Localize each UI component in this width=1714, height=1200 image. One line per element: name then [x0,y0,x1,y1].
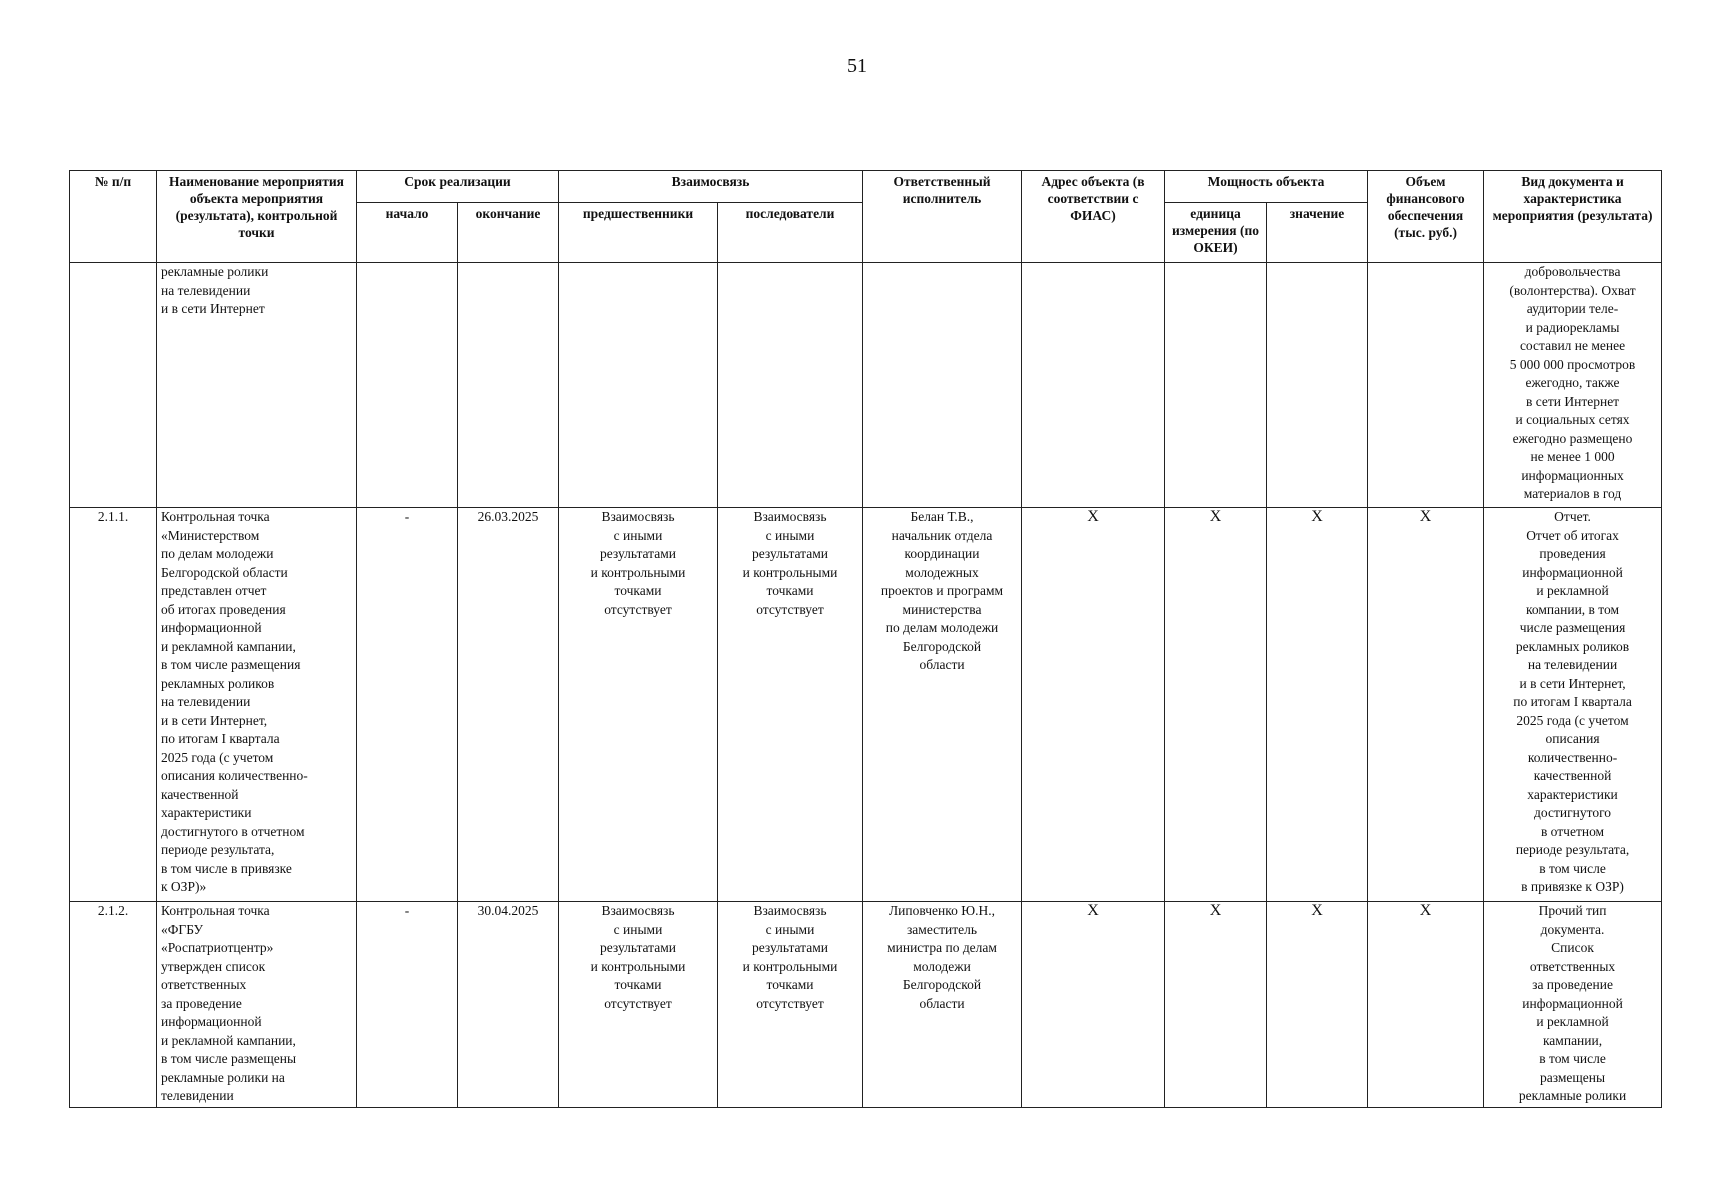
header-term-start: начало [357,203,458,263]
cell-number: 2.1.2. [70,902,157,1108]
cell-value: X [1267,902,1368,1108]
cell-name: Контрольная точка «ФГБУ «Роспатриотцентр» утвержден список ответственных за проведение информационной и рекламной кампании, в том числе размещены рекламные ролики на телевидении [157,902,357,1108]
header-successors: последователи [718,203,863,263]
cell-address [1022,263,1165,508]
cell-start [357,263,458,508]
cell-doc: Прочий тип документа. Список ответственных за проведение информационной и рекламной кампании, в том числе размещены рекламные ролики [1484,902,1662,1108]
cell-doc: Отчет. Отчет об итогах проведения информационной и рекламной компании, в том числе размещения рекламных роликов на телевидении и в сети Интернет, по итогам I квартала 2025 года (с учетом описания количественно- качественной характеристики достигнутого в отчетном периоде результата, в том числе в привязке к ОЗР) [1484,508,1662,902]
table-row [70,508,1662,902]
cell-finance [1368,263,1484,508]
cell-value [1267,263,1368,508]
cell-unit [1165,263,1267,508]
header-finance: Объем финансового обеспечения (тыс. руб.) [1368,171,1484,263]
table-row [70,902,1662,1108]
header-unit: единица измерения (по ОКЕИ) [1165,203,1267,263]
cell-end [458,263,559,508]
plan-table [69,170,1662,1108]
header-value: значение [1267,203,1368,263]
table-header [70,171,1662,263]
cell-end: 26.03.2025 [458,508,559,902]
cell-doc: добровольчества (волонтерства). Охват аудитории теле- и радиорекламы составил не менее 5 000 000 просмотров ежегодно, также в сети Интернет и социальных сетях ежегодно размещено не менее 1 000 информационных материалов в год [1484,263,1662,508]
cell-name: рекламные ролики на телевидении и в сети Интернет [157,263,357,508]
cell-successors: Взаимосвязь с иными результатами и контрольными точками отсутствует [718,902,863,1108]
header-doc-type: Вид документа и характеристика мероприятия (результата) [1484,171,1662,263]
cell-address: X [1022,902,1165,1108]
cell-number [70,263,157,508]
header-relation: Взаимосвязь [559,171,863,203]
header-capacity: Мощность объекта [1165,171,1368,203]
cell-executor: Белан Т.В., начальник отдела координации молодежных проектов и программ министерства по делам молодежи Белгородской области [863,508,1022,902]
page-number: 51 [847,55,867,77]
cell-successors [718,263,863,508]
cell-executor: Липовченко Ю.Н., заместитель министра по делам молодежи Белгородской области [863,902,1022,1108]
cell-number: 2.1.1. [70,508,157,902]
cell-unit: X [1165,902,1267,1108]
table-row [70,263,1662,508]
cell-predecessors: Взаимосвязь с иными результатами и контрольными точками отсутствует [559,508,718,902]
cell-name: Контрольная точка «Министерством по делам молодежи Белгородской области представлен отчет об итогах проведения информационной и рекламной кампании, в том числе размещения рекламных роликов на телевидении и в сети Интернет, по итогам I квартала 2025 года (с учетом описания количественно- качественной характеристики достигнутого в отчетном периоде результата, в том числе в привязке к ОЗР)» [157,508,357,902]
cell-finance: X [1368,508,1484,902]
cell-executor [863,263,1022,508]
header-name: Наименование мероприятия объекта мероприятия (результата), контрольной точки [157,171,357,263]
header-predecessors: предшественники [559,203,718,263]
cell-unit: X [1165,508,1267,902]
header-number: № п/п [70,171,157,263]
header-term-end: окончание [458,203,559,263]
cell-predecessors: Взаимосвязь с иными результатами и контрольными точками отсутствует [559,902,718,1108]
header-executor: Ответственный исполнитель [863,171,1022,263]
cell-address: X [1022,508,1165,902]
cell-start: - [357,902,458,1108]
cell-end: 30.04.2025 [458,902,559,1108]
header-address: Адрес объекта (в соответствии с ФИАС) [1022,171,1165,263]
cell-value: X [1267,508,1368,902]
cell-predecessors [559,263,718,508]
cell-start: - [357,508,458,902]
header-term: Срок реализации [357,171,559,203]
cell-successors: Взаимосвязь с иными результатами и контрольными точками отсутствует [718,508,863,902]
cell-finance: X [1368,902,1484,1108]
